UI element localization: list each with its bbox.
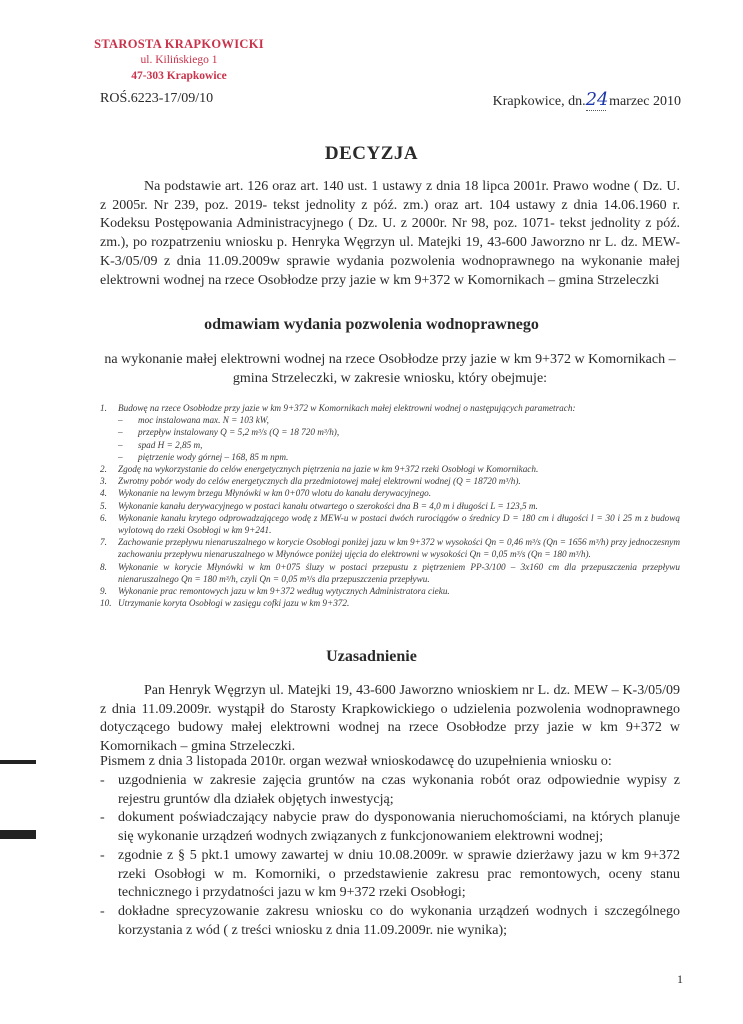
stamp-line-3: 47-303 Krapkowice [131, 70, 227, 82]
parameter-line: – moc instalowana max. N = 103 kW, [118, 415, 269, 426]
parameter-text: spad H = 2,85 m, [138, 439, 203, 450]
list-item [100, 475, 680, 487]
stamp-line-2: ul. Kilińskiego 1 [140, 54, 218, 66]
item-text: Zachowanie przepływu nienaruszalnego w korycie Osobłogi poniżej jazu w km 9+372 w wysokości Qn = 0,46 m³/s (Qn = 1656 m³/h) przy jednoczesnym zachowaniu przepływu nienaruszalnego w Młynówce poniżej ujęcia do elektrowni w wysokości Qn = 0,05 m³/s (Qn = 180 m³/h). [118, 537, 680, 560]
item-number: 4. [100, 488, 107, 499]
item-text: Budowę na rzece Osobłodze przy jazie w km 9+372 w Komornikach małej elektrowni wodnej o następujących parametrach: [118, 403, 576, 413]
summons-intro: Pismem z dnia 3 listopada 2010r. organ wezwał wnioskodawcę do uzupełnienia wniosku o: [100, 754, 612, 769]
justification-heading: Uzasadnienie [326, 648, 417, 665]
list-item [100, 536, 680, 560]
item-number: 5. [100, 500, 107, 511]
list-item: - dokładne sprecyzowanie zakresu wniosku co do wykonania urządzeń wodnych i szczególnego korzystania z wód ( z treści wniosku z dnia 11.09.2009r. nie wynika); [100, 903, 680, 938]
document-title: DECYZJA [324, 143, 419, 164]
parameter-line: – przepływ instalowany Q = 5,2 m³/s (Q = 18 720 m³/h), [118, 427, 340, 438]
item-number: 3. [100, 476, 107, 487]
parameter-text: przepływ instalowany Q = 5,2 m³/s (Q = 18 720 m³/h), [138, 427, 340, 438]
place-and-date [493, 89, 681, 111]
item-number: 1. [100, 403, 107, 413]
item-number: 8. [100, 561, 107, 572]
item-number: 6. [100, 512, 107, 523]
item-text: Wykonanie kanału krytego odprowadzającego wodę z MEW-u w postaci dwóch rurociągów o średnicy D = 180 cm i długości l = 30 i 25 m z budową wylotową do rzeki Osobłogi w km 9+241. [118, 512, 680, 536]
stamp-line-1: STAROSTA KRAPKOWICKI [94, 37, 264, 51]
office-stamp [86, 36, 272, 84]
list-item: - dokument poświadczający nabycie praw do dysponowania nieruchomościami, na których planuje się wykonanie urządzeń wodnych związanych z funkcjonowaniem elektrowni wodnej; [100, 810, 680, 845]
item-text: Wykonanie kanału derywacyjnego w postaci kanału otwartego o szerokości dna B = 4,0 m i długości L = 123,5 m. [118, 500, 538, 511]
list-item [100, 402, 680, 463]
requirements-list [100, 772, 680, 940]
item-number: 2. [100, 464, 107, 475]
requirement-text: uzgodnienia w zakresie zajęcia gruntów na czas wykonania robót oraz odpowiednie wypisy z rejestru gruntów dla działek objętych inwestycją; [118, 773, 680, 807]
month-year: marzec 2010 [609, 94, 681, 109]
scan-edge-mark [0, 760, 36, 764]
handwritten-day: 24 [585, 89, 609, 110]
page-number: 1 [677, 972, 683, 986]
list-item [100, 512, 680, 536]
item-text: Wykonanie prac remontowych jazu w km 9+372 według wytycznych Administratora cieku. [118, 586, 450, 597]
parameter-line: – spad H = 2,85 m, [118, 439, 203, 450]
scan-edge-mark [0, 830, 36, 839]
place-prefix: Krapkowice, dn. [492, 94, 586, 109]
intro-paragraph: Na podstawie art. 126 oraz art. 140 ust. 1 ustawy z dnia 18 lipca 2001r. Prawo wodne ( Dz. U. z 2005r. Nr 239, poz. 2019- tekst jednolity z póź. zm.) oraz art. 104 ustawy z dnia 14.06.1960 r. Kodeksu Postępowania Administracyjnego ( Dz. U. z 2000r. Nr 98, poz. 1071- tekst jednolity z póź. zm.), po rozpatrzeniu wniosku p. Henryka Węgrzyn ul. Matejki 19, 43-600 Jaworzno nr L. dz. MEW-K-3/05/09 z dnia 11.09.2009w sprawie wydania pozwolenia wodnoprawnego na wykonanie małej elektrowni wodnej na rzece Osobłodze przy jazie w km 9+372 w Komornikach – gmina Strzeleczki [100, 179, 680, 288]
item-number: 9. [100, 586, 107, 597]
list-item: - uzgodnienia w zakresie zajęcia gruntów na czas wykonania robót oraz odpowiednie wypisy z rejestru gruntów dla działek objętych inwestycją; [100, 773, 680, 807]
requirement-text: zgodnie z § 5 pkt.1 umowy zawartej w dniu 10.08.2009r. w sprawie dzierżawy jazu w km 9+372 rzeki Osobłogi w m. Komorniki, o przedstawienie zakresu prac remontowych, oceny stanu technicznego i przydatności jazu w km 9+372 rzeki Osobłogi; [118, 847, 680, 901]
list-item [100, 463, 680, 475]
list-item [100, 487, 680, 499]
item-number: 7. [100, 537, 107, 548]
item-text: Wykonanie w korycie Młynówki w km 0+075 śluzy w postaci przepustu z piętrzeniem PP-3/100 – 3x160 cm dla przepuszczenia przepływu nienaruszalnego Qn = 180 m³/h, czyli Qn = 0,05 m³/s dla przepuszczenia przepływu. [118, 561, 680, 584]
scope-list [100, 402, 680, 609]
item-number: 10. [100, 598, 112, 609]
list-item [100, 597, 680, 609]
justification-paragraph: Pan Henryk Węgrzyn ul. Matejki 19, 43-600 Jaworzno wnioskiem nr L. dz. MEW – K-3/05/09 z dnia 11.09.2009r. wystąpił do Starosty Krapkowickiego o udzielenia pozwolenia wodnoprawnego dotyczącego budowy małej elektrowni wodnej na rzece Osobłodze przy jazie w km 9+372 w Komornikach – gmina Strzeleczki. [100, 683, 680, 755]
list-item [100, 500, 680, 512]
parameter-text: piętrzenie wody górnej – 168, 85 m npm. [138, 451, 289, 462]
reference-number: ROŚ.6223-17/09/10 [100, 91, 214, 106]
item-text: Zgodę na wykorzystanie do celów energetycznych piętrzenia na jazie w km 9+372 rzeki Osobłogi w Komornikach. [118, 464, 539, 475]
item-text: Utrzymanie koryta Osobłogi w zasięgu cofki jazu w km 9+372. [118, 598, 350, 609]
decision-scope: na wykonanie małej elektrowni wodnej na rzece Osobłodze przy jazie w km 9+372 w Komornikach – gmina Strzeleczki, w zakresie wniosku, który obejmuje: [104, 352, 676, 386]
requirement-text: dokładne sprecyzowanie zakresu wniosku co do wykonania urządzeń wodnych i szczególnego korzystania z wód ( z treści wniosku z dnia 11.09.2009r. nie wynika); [118, 903, 680, 938]
item-text: Zwrotny pobór wody do celów energetycznych dla przedmiotowej małej elektrowni wodnej (Q = 18720 m³/h). [118, 476, 521, 487]
requirement-text: dokument poświadczający nabycie praw do dysponowania nieruchomościami, na których planuje się wykonanie urządzeń wodnych związanych z funkcjonowaniem elektrowni wodnej; [118, 810, 680, 845]
list-item [100, 561, 680, 585]
parameter-line: – piętrzenie wody górnej – 168, 85 m npm. [118, 451, 289, 462]
list-item [100, 585, 680, 597]
parameter-text: moc instalowana max. N = 103 kW, [138, 415, 269, 426]
list-item: - zgodnie z § 5 pkt.1 umowy zawartej w dniu 10.08.2009r. w sprawie dzierżawy jazu w km 9+372 rzeki Osobłogi w m. Komorniki, o przedstawienie zakresu prac remontowych, oceny stanu technicznego i przydatności jazu w km 9+372 rzeki Osobłogi; [100, 847, 680, 901]
item-text: Wykonanie na lewym brzegu Młynówki w km 0+070 wlotu do kanału derywacyjnego. [118, 488, 432, 499]
decision-heading: odmawiam wydania pozwolenia wodnoprawnego [204, 316, 539, 333]
